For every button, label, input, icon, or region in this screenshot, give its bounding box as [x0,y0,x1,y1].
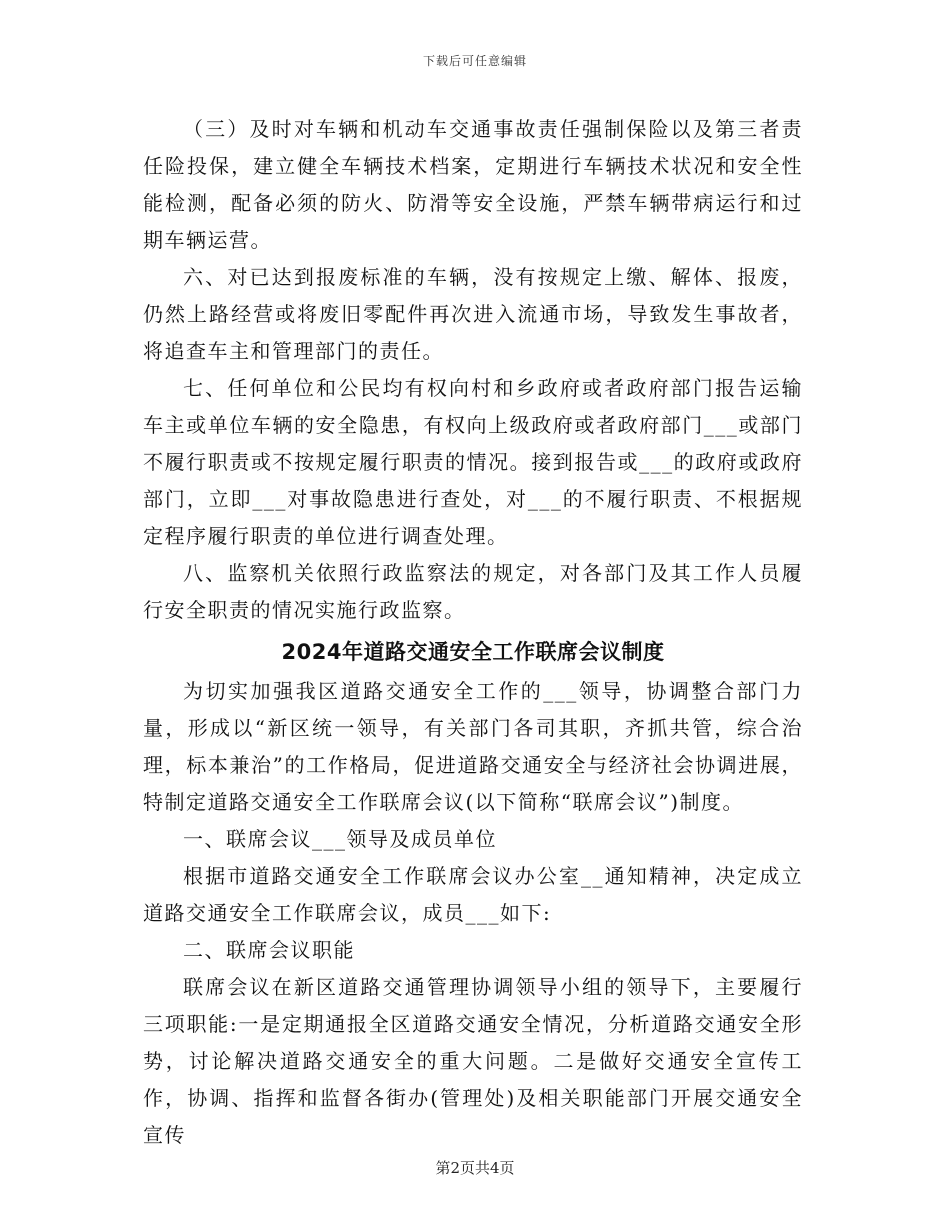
paragraph-5: 为切实加强我区道路交通安全工作的___领导，协调整合部门力量，形成以“新区统一领导，有关部门各司其职，齐抓共管，综合治理，标本兼治”的工作格局，促进道路交通安全与经济社会协调进展，特制定道路交通安全工作联席会议(以下简称“联席会议”)制度。 [143,679,803,814]
paragraph-2: 六、对已达到报废标准的车辆，没有按规定上缴、解体、报废，仍然上路经营或将废旧零配件再次进入流通市场，导致发生事故者，将追查车主和管理部门的责任。 [143,265,803,363]
paragraph-7: 根据市道路交通安全工作联席会议办公室__通知精神，决定成立道路交通安全工作联席会议，成员___如下: [143,864,803,925]
paragraph-1: （三）及时对车辆和机动车交通事故责任强制保险以及第三者责任险投保，建立健全车辆技术档案，定期进行车辆技术状况和安全性能检测，配备必须的防火、防滑等安全设施，严禁车辆带病运行和过期车辆运营。 [143,117,803,252]
paragraph-9: 联席会议在新区道路交通管理协调领导小组的领导下，主要履行三项职能:一是定期通报全区道路交通安全情况，分析道路交通安全形势，讨论解决道路交通安全的重大问题。二是做好交通安全宣传工作，协调、指挥和监督各街办(管理处)及相关职能部门开展交通安全宣传 [143,975,803,1147]
paragraph-3: 七、任何单位和公民均有权向村和乡政府或者政府部门报告运输车主或单位车辆的安全隐患，有权向上级政府或者政府部门___或部门不履行职责或不按规定履行职责的情况。接到报告或___的政府或政府部门，立即___对事故隐患进行查处，对___的不履行职责、不根据规定程序履行职责的单位进行调查处理。 [143,376,803,548]
document-body [143,111,803,1154]
page-number: 第2页共4页 [435,1159,515,1177]
paragraph-4: 八、监察机关依照行政监察法的规定，对各部门及其工作人员履行安全职责的情况实施行政监察。 [143,561,803,622]
section-title: 2024年道路交通安全工作联席会议制度 [281,640,665,664]
paragraph-8: 二、联席会议职能 [183,938,355,962]
page-header-note: 下载后可任意编辑 [422,54,527,68]
paragraph-6: 一、联席会议___领导及成员单位 [183,827,497,851]
